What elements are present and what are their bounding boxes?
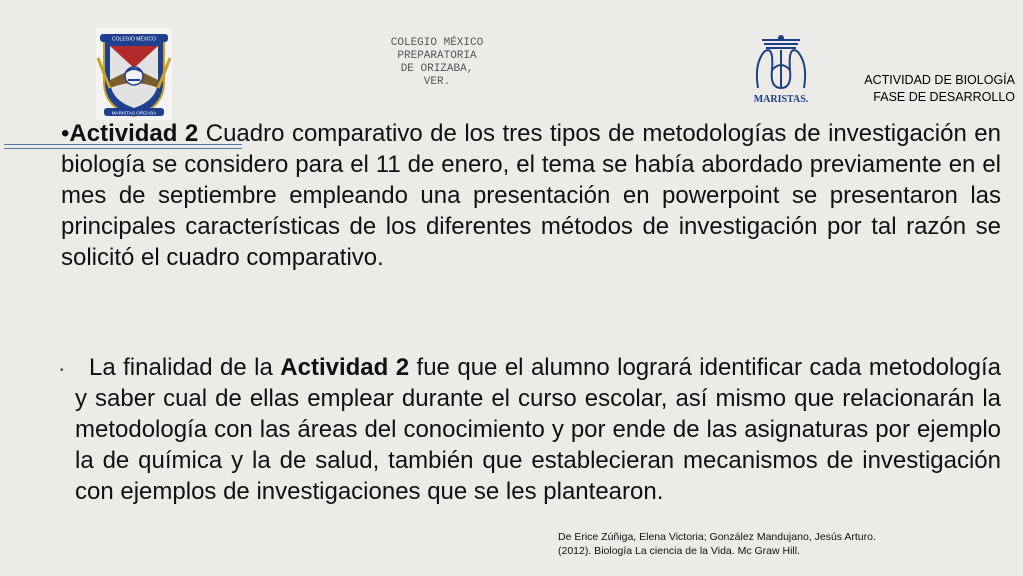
citation bbox=[558, 530, 876, 558]
maristas-wordmark: MARISTAS. bbox=[753, 94, 809, 105]
school-name-line2: PREPARATORIA bbox=[397, 50, 477, 62]
paragraph2-text-after: fue que el alumno logrará identificar cada metodología y saber cual de ellas emplear durante el curso escolar, así mismo que relacionarán la metodología con las áreas del conocimiento y por ende de las asignaturas por ejemplo la de química y la de salud, también que establecieran mecanismos de investigación con ejemplos de investigaciones que se les plantearon. bbox=[75, 354, 1002, 505]
activity-title-line2: FASE DE DESARROLLO bbox=[873, 90, 1015, 104]
bullet: • bbox=[61, 120, 70, 147]
school-name-line4: VER. bbox=[423, 76, 451, 88]
paragraph-activity-purpose bbox=[75, 352, 1001, 507]
paragraph2-text-before: La finalidad de la bbox=[89, 354, 281, 381]
activity-title-line1: ACTIVIDAD DE BIOLOGÍA bbox=[864, 73, 1015, 87]
activity-title bbox=[864, 72, 1015, 106]
school-header bbox=[372, 37, 502, 89]
school-name-line1: COLEGIO MÉXICO bbox=[390, 37, 484, 49]
maristas-logo-icon bbox=[744, 30, 818, 106]
crest-top-text: COLEGIO MÉXICO bbox=[112, 36, 156, 43]
activity-label: Actividad 2 bbox=[69, 120, 199, 147]
paragraph-activity-description bbox=[61, 118, 1001, 273]
paragraph1-text: Cuadro comparativo de los tres tipos de metodologías de investigación en biología se considero para el 11 de enero, el tema se había abordado previamente en el mes de septiembre empleando una presentación en powerpoint se presentaron las principales características de los diferentes métodos de investigación por tal razón se solicitó el cuadro comparativo. bbox=[61, 120, 1001, 271]
bullet-small: • bbox=[60, 365, 64, 376]
activity-label-2: Actividad 2 bbox=[280, 354, 410, 381]
colegio-mexico-crest-icon bbox=[96, 28, 172, 120]
citation-line1: De Erice Zúñiga, Elena Victoria; González Mandujano, Jesús Arturo. bbox=[558, 531, 876, 543]
school-name-line3: DE ORIZABA, bbox=[400, 63, 474, 75]
crest-bottom-text: MARISTAS ORIZABA bbox=[111, 110, 157, 116]
citation-line2: (2012). Biología La ciencia de la Vida. Mc Graw Hill. bbox=[558, 545, 801, 557]
